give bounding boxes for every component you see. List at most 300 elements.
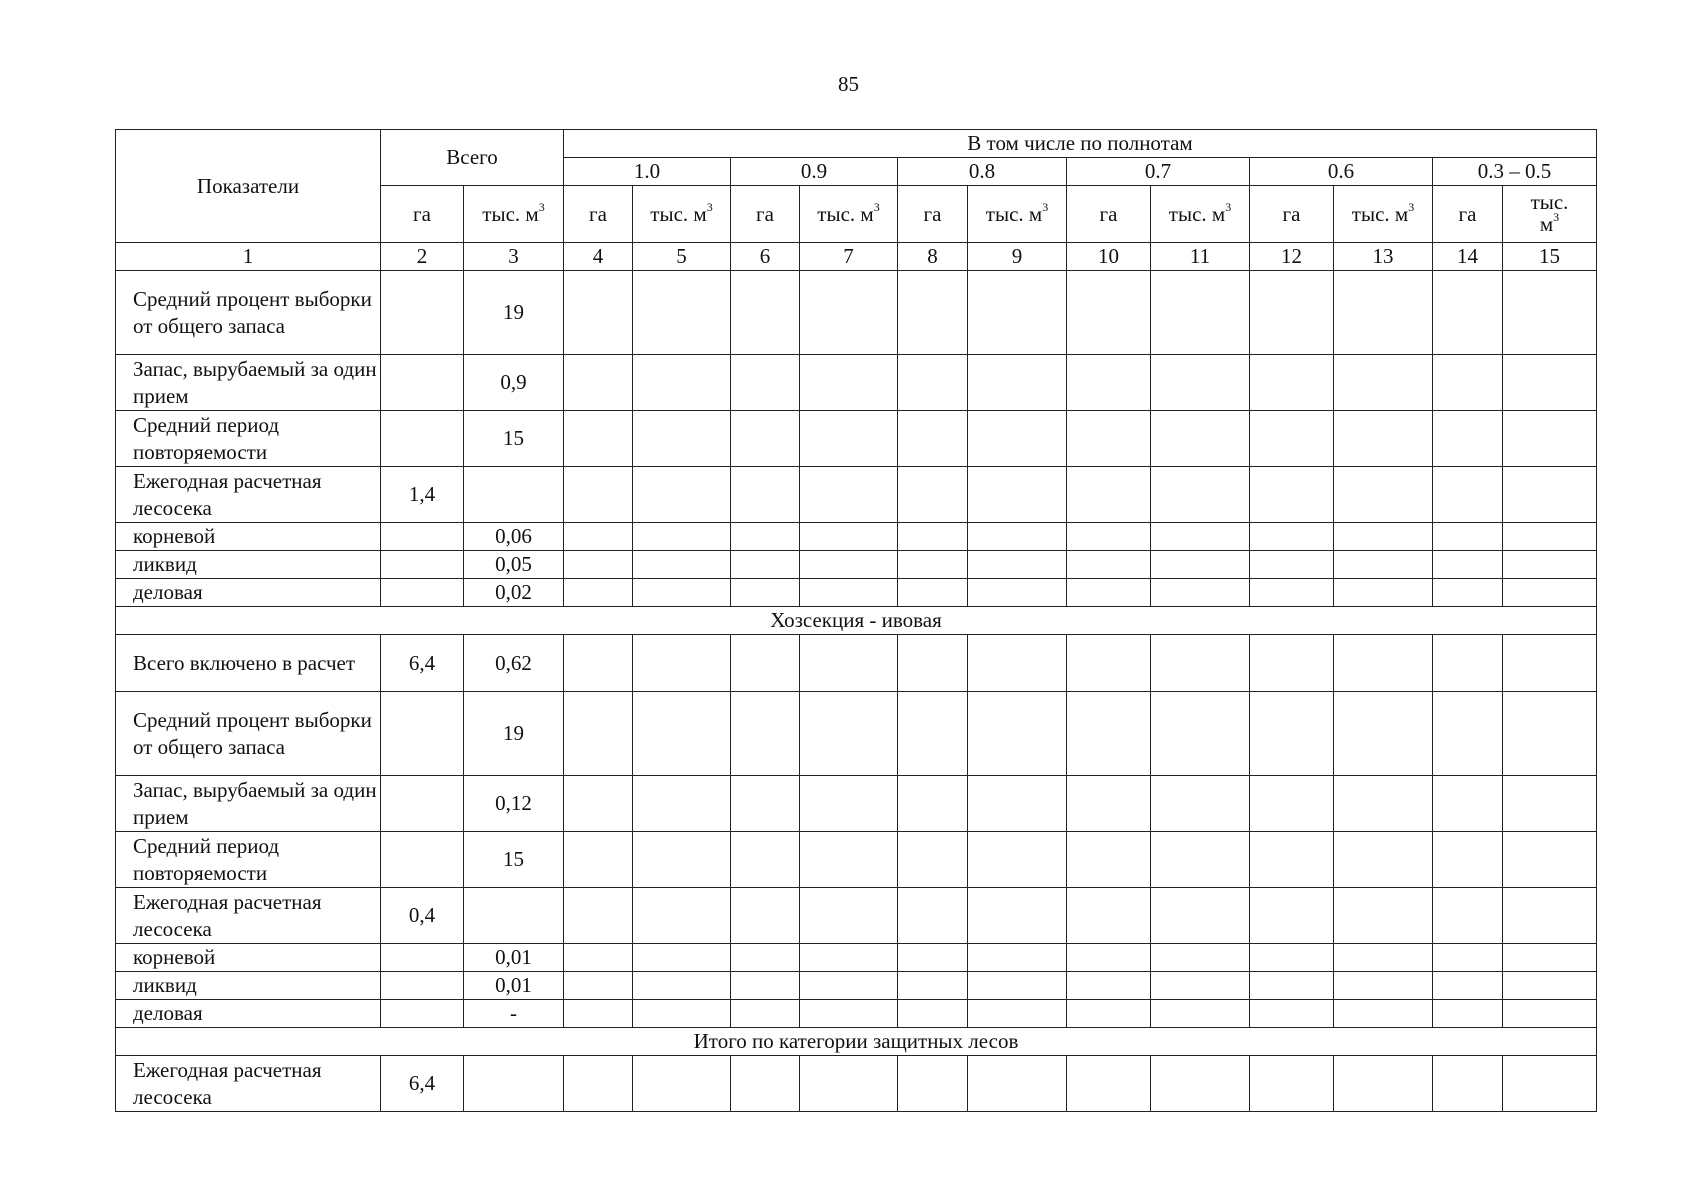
empty-cell [898, 692, 968, 776]
empty-cell [564, 888, 633, 944]
empty-cell [1334, 467, 1433, 523]
empty-cell [1067, 1000, 1151, 1028]
row-label: Запас, вырубаемый за один прием [116, 776, 381, 832]
empty-cell [1503, 832, 1597, 888]
empty-cell [564, 1000, 633, 1028]
empty-cell [1334, 888, 1433, 944]
empty-cell [1250, 776, 1334, 832]
total-volume [464, 467, 564, 523]
empty-cell [633, 551, 731, 579]
column-number: 6 [731, 243, 800, 271]
unit-volume [1334, 186, 1433, 243]
table-row [116, 579, 1597, 607]
table-row [116, 972, 1597, 1000]
empty-cell [968, 1056, 1067, 1112]
empty-cell [1151, 579, 1250, 607]
empty-cell [731, 467, 800, 523]
empty-cell [898, 467, 968, 523]
empty-cell [1067, 635, 1151, 692]
empty-cell [898, 832, 968, 888]
header-including: В том числе по полнотам [564, 130, 1597, 158]
empty-cell [1151, 888, 1250, 944]
empty-cell [564, 355, 633, 411]
row-label: деловая [116, 579, 381, 607]
empty-cell [1503, 888, 1597, 944]
empty-cell [1433, 523, 1503, 551]
empty-cell [898, 411, 968, 467]
empty-cell [731, 972, 800, 1000]
row-label: Запас, вырубаемый за один прием [116, 355, 381, 411]
empty-cell [800, 888, 898, 944]
empty-cell [1334, 551, 1433, 579]
total-volume: 15 [464, 832, 564, 888]
empty-cell [1250, 1000, 1334, 1028]
empty-cell [1250, 579, 1334, 607]
empty-cell [1433, 1056, 1503, 1112]
empty-cell [800, 355, 898, 411]
row-label: Всего включено в расчет [116, 635, 381, 692]
total-volume: 0,12 [464, 776, 564, 832]
total-ha: 0,4 [381, 888, 464, 944]
unit-text: тыс. м [1351, 201, 1409, 226]
empty-cell [731, 271, 800, 355]
empty-cell [968, 1000, 1067, 1028]
empty-cell [1151, 692, 1250, 776]
empty-cell [1151, 972, 1250, 1000]
empty-cell [731, 944, 800, 972]
total-volume: 0,9 [464, 355, 564, 411]
empty-cell [731, 776, 800, 832]
empty-cell [1503, 355, 1597, 411]
empty-cell [1503, 411, 1597, 467]
empty-cell [1433, 776, 1503, 832]
total-volume [464, 888, 564, 944]
empty-cell [1151, 355, 1250, 411]
empty-cell [898, 355, 968, 411]
row-label: Средний процент выборки от общего запаса [116, 271, 381, 355]
unit-sup: 3 [706, 199, 713, 214]
table-row [116, 832, 1597, 888]
total-ha [381, 523, 464, 551]
empty-cell [1503, 635, 1597, 692]
empty-cell [1151, 944, 1250, 972]
total-ha [381, 692, 464, 776]
empty-cell [1433, 551, 1503, 579]
empty-cell [968, 467, 1067, 523]
table-row [116, 411, 1597, 467]
empty-cell [800, 551, 898, 579]
empty-cell [731, 1000, 800, 1028]
empty-cell [1334, 411, 1433, 467]
empty-cell [633, 467, 731, 523]
empty-cell [564, 467, 633, 523]
row-label: Ежегодная расчетная лесосека [116, 467, 381, 523]
row-label: корневой [116, 523, 381, 551]
empty-cell [968, 888, 1067, 944]
empty-cell [731, 692, 800, 776]
total-volume: - [464, 1000, 564, 1028]
empty-cell [1503, 523, 1597, 551]
section-title: Хозсекция - ивовая [116, 607, 1597, 635]
total-volume: 0,62 [464, 635, 564, 692]
empty-cell [1151, 271, 1250, 355]
table-row [116, 1000, 1597, 1028]
empty-cell [564, 832, 633, 888]
forest-estimate-table [115, 129, 1597, 1112]
empty-cell [898, 1056, 968, 1112]
empty-cell [1151, 1000, 1250, 1028]
unit-volume [1503, 186, 1597, 243]
total-volume: 0,01 [464, 944, 564, 972]
empty-cell [1503, 1000, 1597, 1028]
unit-volume [968, 186, 1067, 243]
unit-volume-wrapped [1531, 191, 1569, 235]
empty-cell [731, 523, 800, 551]
empty-cell [633, 692, 731, 776]
empty-cell [1433, 355, 1503, 411]
empty-cell [633, 888, 731, 944]
empty-cell [1334, 692, 1433, 776]
unit-text: тыс. м [1168, 201, 1226, 226]
empty-cell [968, 944, 1067, 972]
empty-cell [1250, 635, 1334, 692]
total-ha [381, 271, 464, 355]
empty-cell [564, 972, 633, 1000]
header-density: 0.3 – 0.5 [1433, 158, 1597, 186]
row-label: Средний процент выборки от общего запаса [116, 692, 381, 776]
empty-cell [800, 776, 898, 832]
table-row [116, 944, 1597, 972]
empty-cell [1067, 271, 1151, 355]
empty-cell [1067, 888, 1151, 944]
total-volume: 0,01 [464, 972, 564, 1000]
empty-cell [1433, 972, 1503, 1000]
empty-cell [1433, 411, 1503, 467]
total-volume: 0,06 [464, 523, 564, 551]
empty-cell [633, 411, 731, 467]
empty-cell [564, 944, 633, 972]
empty-cell [800, 1056, 898, 1112]
empty-cell [564, 635, 633, 692]
unit-ha: га [731, 186, 800, 243]
empty-cell [968, 832, 1067, 888]
empty-cell [1433, 579, 1503, 607]
empty-cell [731, 832, 800, 888]
unit-text: тыс. [1530, 189, 1569, 214]
empty-cell [1250, 1056, 1334, 1112]
total-ha: 6,4 [381, 1056, 464, 1112]
unit-sup: 3 [1225, 199, 1232, 214]
unit-text: тыс. м [985, 201, 1043, 226]
empty-cell [1151, 635, 1250, 692]
table-row [116, 776, 1597, 832]
empty-cell [1067, 944, 1151, 972]
unit-volume [633, 186, 731, 243]
empty-cell [968, 523, 1067, 551]
unit-volume [464, 186, 564, 243]
empty-cell [1151, 776, 1250, 832]
unit-text: тыс. м [650, 201, 707, 226]
section-title: Итого по категории защитных лесов [116, 1028, 1597, 1056]
column-number: 10 [1067, 243, 1151, 271]
total-volume: 19 [464, 692, 564, 776]
empty-cell [1334, 776, 1433, 832]
empty-cell [968, 271, 1067, 355]
row-label: деловая [116, 1000, 381, 1028]
empty-cell [1503, 692, 1597, 776]
empty-cell [800, 635, 898, 692]
empty-cell [1250, 271, 1334, 355]
column-number: 9 [968, 243, 1067, 271]
total-ha [381, 832, 464, 888]
unit-text: тыс. м [817, 201, 874, 226]
empty-cell [800, 1000, 898, 1028]
unit-sup: 3 [538, 199, 545, 214]
column-number: 3 [464, 243, 564, 271]
empty-cell [1067, 467, 1151, 523]
empty-cell [1067, 692, 1151, 776]
unit-sup: 3 [873, 199, 880, 214]
empty-cell [800, 972, 898, 1000]
empty-cell [633, 271, 731, 355]
empty-cell [731, 411, 800, 467]
empty-cell [1433, 1000, 1503, 1028]
empty-cell [1250, 888, 1334, 944]
unit-ha: га [1433, 186, 1503, 243]
empty-cell [1067, 355, 1151, 411]
empty-cell [564, 1056, 633, 1112]
header-density: 0.6 [1250, 158, 1433, 186]
empty-cell [1151, 1056, 1250, 1112]
total-ha [381, 551, 464, 579]
empty-cell [633, 635, 731, 692]
section-row [116, 1028, 1597, 1056]
empty-cell [968, 635, 1067, 692]
column-number: 1 [116, 243, 381, 271]
header-density: 0.9 [731, 158, 898, 186]
empty-cell [1250, 467, 1334, 523]
table-row [116, 551, 1597, 579]
header-total: Всего [381, 130, 564, 186]
table-row [116, 523, 1597, 551]
empty-cell [1067, 1056, 1151, 1112]
empty-cell [898, 888, 968, 944]
table-row [116, 888, 1597, 944]
empty-cell [1250, 972, 1334, 1000]
empty-cell [564, 271, 633, 355]
empty-cell [633, 972, 731, 1000]
empty-cell [1067, 411, 1151, 467]
empty-cell [1151, 551, 1250, 579]
unit-ha: га [1067, 186, 1151, 243]
empty-cell [1433, 692, 1503, 776]
row-label: Средний период повторяемости [116, 411, 381, 467]
empty-cell [800, 832, 898, 888]
empty-cell [1433, 635, 1503, 692]
empty-cell [800, 944, 898, 972]
empty-cell [1334, 972, 1433, 1000]
header-density: 0.7 [1067, 158, 1250, 186]
row-label: Ежегодная расчетная лесосека [116, 888, 381, 944]
empty-cell [1151, 523, 1250, 551]
empty-cell [633, 523, 731, 551]
total-volume [464, 1056, 564, 1112]
empty-cell [1334, 271, 1433, 355]
empty-cell [1334, 944, 1433, 972]
empty-cell [1151, 467, 1250, 523]
empty-cell [1151, 832, 1250, 888]
empty-cell [731, 579, 800, 607]
empty-cell [1067, 551, 1151, 579]
empty-cell [1334, 523, 1433, 551]
empty-cell [1503, 944, 1597, 972]
empty-cell [1334, 1000, 1433, 1028]
empty-cell [1503, 972, 1597, 1000]
empty-cell [898, 551, 968, 579]
empty-cell [1067, 776, 1151, 832]
total-ha [381, 355, 464, 411]
page-number: 85 [838, 72, 859, 96]
unit-sup: 3 [1553, 209, 1560, 224]
table-row [116, 271, 1597, 355]
column-number: 7 [800, 243, 898, 271]
empty-cell [800, 467, 898, 523]
empty-cell [731, 635, 800, 692]
empty-cell [800, 411, 898, 467]
total-ha: 6,4 [381, 635, 464, 692]
empty-cell [633, 1056, 731, 1112]
total-ha [381, 776, 464, 832]
column-number: 4 [564, 243, 633, 271]
empty-cell [731, 355, 800, 411]
unit-ha: га [1250, 186, 1334, 243]
empty-cell [1334, 635, 1433, 692]
unit-volume [1151, 186, 1250, 243]
empty-cell [1067, 523, 1151, 551]
unit-ha: га [564, 186, 633, 243]
empty-cell [1433, 944, 1503, 972]
total-ha: 1,4 [381, 467, 464, 523]
empty-cell [898, 972, 968, 1000]
empty-cell [633, 355, 731, 411]
header-density: 0.8 [898, 158, 1067, 186]
column-number: 5 [633, 243, 731, 271]
unit-text: тыс. м [482, 201, 539, 226]
empty-cell [800, 523, 898, 551]
table-row [116, 355, 1597, 411]
empty-cell [1503, 271, 1597, 355]
empty-cell [1250, 355, 1334, 411]
section-row [116, 607, 1597, 635]
empty-cell [1433, 888, 1503, 944]
empty-cell [968, 579, 1067, 607]
empty-cell [1067, 972, 1151, 1000]
empty-cell [898, 579, 968, 607]
empty-cell [1334, 1056, 1433, 1112]
empty-cell [1433, 467, 1503, 523]
empty-cell [1250, 411, 1334, 467]
total-volume: 15 [464, 411, 564, 467]
unit-sup: 3 [1042, 199, 1049, 214]
empty-cell [1503, 579, 1597, 607]
empty-cell [898, 1000, 968, 1028]
unit-text: м [1539, 211, 1554, 236]
empty-cell [1334, 832, 1433, 888]
unit-ha: га [898, 186, 968, 243]
empty-cell [1503, 551, 1597, 579]
table-row [116, 635, 1597, 692]
empty-cell [898, 271, 968, 355]
empty-cell [633, 579, 731, 607]
empty-cell [1067, 579, 1151, 607]
empty-cell [968, 692, 1067, 776]
header-indicators: Показатели [116, 130, 381, 243]
column-number: 11 [1151, 243, 1250, 271]
empty-cell [1433, 832, 1503, 888]
row-label: Средний период повторяемости [116, 832, 381, 888]
empty-cell [564, 411, 633, 467]
empty-cell [564, 579, 633, 607]
row-label: ликвид [116, 972, 381, 1000]
empty-cell [1334, 579, 1433, 607]
empty-cell [800, 579, 898, 607]
total-volume: 19 [464, 271, 564, 355]
column-number: 13 [1334, 243, 1433, 271]
unit-volume [800, 186, 898, 243]
row-label: корневой [116, 944, 381, 972]
empty-cell [1334, 355, 1433, 411]
unit-ha: га [381, 186, 464, 243]
column-number: 8 [898, 243, 968, 271]
total-ha [381, 944, 464, 972]
empty-cell [968, 411, 1067, 467]
empty-cell [1250, 551, 1334, 579]
empty-cell [1433, 271, 1503, 355]
empty-cell [1067, 832, 1151, 888]
empty-cell [564, 523, 633, 551]
empty-cell [968, 551, 1067, 579]
total-ha [381, 411, 464, 467]
column-number: 14 [1433, 243, 1503, 271]
empty-cell [1250, 692, 1334, 776]
column-number: 2 [381, 243, 464, 271]
column-number: 12 [1250, 243, 1334, 271]
column-number: 15 [1503, 243, 1597, 271]
empty-cell [1250, 944, 1334, 972]
empty-cell [800, 271, 898, 355]
empty-cell [968, 776, 1067, 832]
empty-cell [731, 551, 800, 579]
empty-cell [1503, 1056, 1597, 1112]
empty-cell [564, 551, 633, 579]
empty-cell [731, 1056, 800, 1112]
total-volume: 0,05 [464, 551, 564, 579]
empty-cell [564, 692, 633, 776]
total-ha [381, 1000, 464, 1028]
table-row [116, 467, 1597, 523]
empty-cell [1151, 411, 1250, 467]
empty-cell [898, 944, 968, 972]
empty-cell [633, 1000, 731, 1028]
header-density: 1.0 [564, 158, 731, 186]
empty-cell [1503, 467, 1597, 523]
empty-cell [564, 776, 633, 832]
total-ha [381, 579, 464, 607]
empty-cell [731, 888, 800, 944]
row-label: ликвид [116, 551, 381, 579]
empty-cell [1250, 523, 1334, 551]
empty-cell [633, 776, 731, 832]
